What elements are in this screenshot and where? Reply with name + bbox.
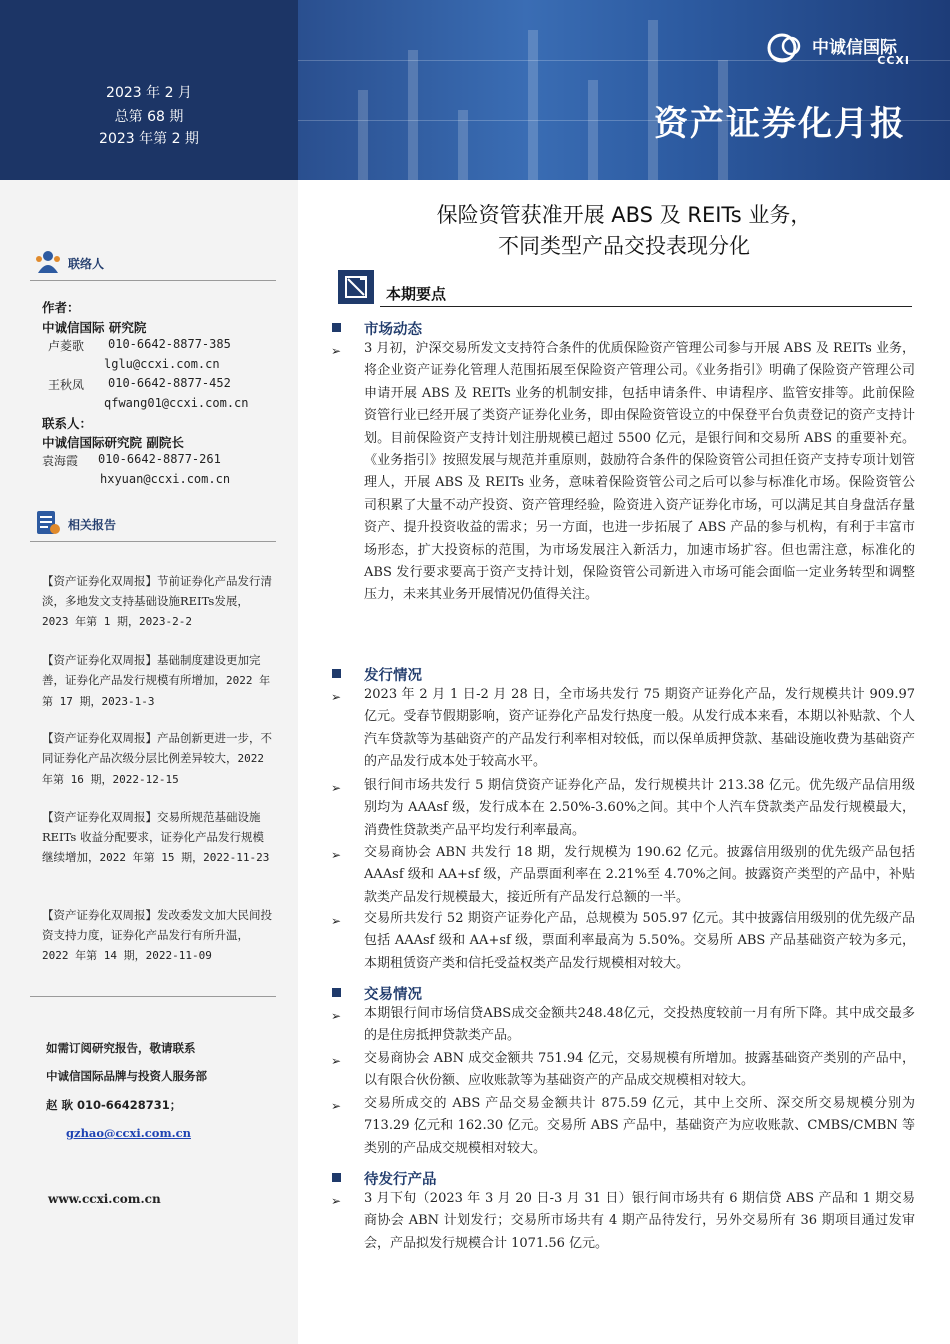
divider bbox=[30, 541, 276, 542]
related-report-meta: 2022 年第 15 期，2022-11-23 bbox=[99, 851, 270, 864]
arrow-bullet-icon: ➢ bbox=[331, 1099, 342, 1113]
key-points-rule bbox=[380, 306, 912, 307]
contact-heading-label: 联络人 bbox=[68, 257, 105, 271]
report-icon bbox=[34, 510, 62, 536]
related-report-title: 【资产证券化双周报】发改委发文加大民间投资支持力度，证券化产品发行有所升温， bbox=[42, 908, 272, 942]
related-report-title: 【资产证券化双周报】节前证券化产品发行清淡，多地发文支持基础设施REITs发展， bbox=[42, 574, 272, 608]
paragraph: 3 月初，沪深交易所发文支持符合条件的优质保险资产管理公司参与开展 ABS 及 REITs 业务，将企业资产证券化管理人范围拓展至保险资产管理公司。《业务指引》明确了保险资产管理公司申请开展 ABS 及 REITs 业务的机制安排，包括申请条件、申请程序、监管安排等。此前保险资管行业已经开展了类资产证券化业务，即由保险资管设立的中保登平台负责登记的资产支持计划。目前保险资产支持计划注册规模已超过 5500 亿元，是银行间和交易所 ABS 的重要补充。《业务指引》按照发展与规范并重原则，鼓励符合条件的保险资管公司担任资产支持专项计划管理人，开展 ABS 及 REITs 业务，意味着保险资管公司之后可以参与标准化市场。保险资管公司积累了大量不动产投资、资产管理经验，险资进入资产证券化市场，可以满足其自身盘活存量资产、提升投资收益的需求；另一方面，也进一步拓展了 ABS 产品的参与机构，有利于丰富市场形态，扩大投资标的范围，为市场发展注入新活力，加速市场扩容。但也需注意，标准化的 ABS 发行要求要高于资产支持计划，保险资管公司新进入市场可能会面临一定业务转型和调整压力，未来其业务开展情况仍值得关注。 bbox=[364, 341, 915, 603]
arrow-bullet-icon: ➢ bbox=[331, 848, 342, 862]
subscribe-line: 如需订阅研究报告，敬请联系 bbox=[46, 1041, 196, 1055]
contacts-label: 联系人： bbox=[42, 416, 93, 431]
issue-year-number: 2023 年第 2 期 bbox=[99, 131, 199, 147]
arrow-bullet-icon: ➢ bbox=[331, 1009, 342, 1023]
page-title-line2: 不同类型产品交投表现分化 bbox=[498, 234, 750, 258]
issue-total-number: 总第 68 期 bbox=[114, 109, 184, 125]
author2-phone: 010-6642-8877-452 bbox=[108, 376, 231, 390]
related-report-title: 【资产证券化双周报】产品创新更进一步，不同证券化产品次级分层比例差异较大， bbox=[42, 731, 272, 765]
section-heading: 市场动态 bbox=[364, 322, 422, 338]
author2-name: 王秋凤 bbox=[48, 378, 85, 392]
website-link[interactable]: www.ccxi.com.cn bbox=[48, 1192, 161, 1206]
ccxi-logo bbox=[766, 30, 910, 70]
related-report-item[interactable] bbox=[42, 905, 272, 966]
section-heading: 发行情况 bbox=[364, 668, 422, 684]
issue-date: 2023 年 2 月 bbox=[106, 85, 192, 101]
report-header bbox=[0, 0, 950, 180]
contact1-name: 袁海霞 bbox=[42, 454, 79, 468]
arrow-bullet-icon: ➢ bbox=[331, 344, 342, 358]
paragraph: 银行间市场共发行 5 期信贷资产证券化产品，发行规模共计 213.38 亿元。优先级产品信用级别均为 AAAsf 级，发行成本在 2.50%-3.60%之间。其中个人汽车贷款类产品发行规模最大，消费性贷款类产品平均发行利率最高。 bbox=[364, 778, 915, 838]
subscribe-department: 中诚信国际品牌与投资人服务部 bbox=[46, 1069, 207, 1083]
author2-email: qfwang01@ccxi.com.cn bbox=[104, 396, 249, 410]
related-report-item[interactable] bbox=[42, 571, 272, 632]
people-icon bbox=[34, 249, 62, 275]
arrow-bullet-icon: ➢ bbox=[331, 781, 342, 795]
report-title: 资产证券化月报 bbox=[654, 104, 906, 144]
paragraph: 3 月下旬（2023 年 3 月 20 日-3 月 31 日）银行间市场共有 6 期信贷 ABS 产品和 1 期交易商协会 ABN 计划发行；交易所市场共有 4 期产品待发行，另外交易所有 36 期项目通过发审会，产品拟发行规模合计 1071.56 亿元。 bbox=[364, 1191, 915, 1251]
contact1-email: hxyuan@ccxi.com.cn bbox=[100, 472, 231, 486]
paragraph: 本期银行间市场信贷ABS成交金额共248.48亿元，交投热度较前一月有所下降。其中成交最多的是住房抵押贷款类产品。 bbox=[364, 1006, 915, 1044]
ccxi-logo-icon bbox=[766, 32, 806, 64]
related-heading-label: 相关报告 bbox=[68, 518, 117, 532]
related-heading bbox=[32, 508, 276, 538]
paragraph: 交易所成交的 ABS 产品交易金额共计 875.59 亿元，其中上交所、深交所交易规模分别为 713.29 亿元和 162.30 亿元。交易所 ABS 产品中，基础资产为应收账款、CMBS/CMBN 等类别的产品成交规模相对较大。 bbox=[364, 1096, 915, 1156]
page-title-line1: 保险资管获准开展 ABS 及 REITs 业务， bbox=[436, 203, 812, 227]
related-report-meta: 2022 年第 16 期，2022-12-15 bbox=[42, 752, 264, 786]
section-marker-icon bbox=[332, 669, 341, 678]
paragraph: 交易所共发行 52 期资产证券化产品，总规模为 505.97 亿元。其中披露信用级别的优先级产品包括 AAAsf 级和 AA+sf 级，票面利率最高为 5.50%。交易所 ABS 产品基础资产较为多元，本期租赁资产类和信托受益权类产品发行规模相对较大。 bbox=[364, 911, 915, 971]
contact1-phone: 010-6642-8877-261 bbox=[98, 452, 221, 466]
related-report-title: 【资产证券化双周报】基础制度建设更加完善，证券化产品发行规模有所增加， bbox=[42, 653, 261, 687]
paragraph: 交易商协会 ABN 共发行 18 期，发行规模为 190.62 亿元。披露信用级别的优先级产品包括 AAAsf 级和 AA+sf 级，产品票面利率在 2.21%至 4.70%之间。披露资产类型的产品中，补贴款类产品发行规模最大，接近所有产品发行总额的一半。 bbox=[364, 845, 915, 905]
divider bbox=[30, 996, 276, 997]
contacts-org: 中诚信国际研究院 副院长 bbox=[42, 435, 184, 450]
subscribe-email-link[interactable]: gzhao@ccxi.com.cn bbox=[66, 1126, 191, 1140]
key-points-icon bbox=[338, 270, 374, 304]
subscribe-contact: 赵 耿 010-66428731； bbox=[46, 1098, 182, 1112]
related-report-item[interactable] bbox=[42, 650, 272, 712]
section-heading: 待发行产品 bbox=[364, 1172, 437, 1188]
related-report-meta: 2022 年第 17 期，2023-1-3 bbox=[42, 674, 271, 708]
arrow-bullet-icon: ➢ bbox=[331, 690, 342, 704]
divider bbox=[30, 280, 276, 281]
section-marker-icon bbox=[332, 1173, 341, 1182]
contact-heading bbox=[32, 247, 276, 277]
arrow-bullet-icon: ➢ bbox=[331, 1194, 342, 1208]
authors-label: 作者： bbox=[42, 300, 80, 315]
paragraph: 交易商协会 ABN 成交金额共 751.94 亿元，交易规模有所增加。披露基础资产类别的产品中，以有限合伙份额、应收账款等为基础资产的产品成交规模相对较大。 bbox=[364, 1051, 915, 1089]
author1-phone: 010-6642-8877-385 bbox=[108, 337, 231, 351]
arrow-bullet-icon: ➢ bbox=[331, 914, 342, 928]
section-marker-icon bbox=[332, 323, 341, 332]
related-report-meta: 2022 年第 14 期，2022-11-09 bbox=[42, 949, 212, 962]
authors-org: 中诚信国际 研究院 bbox=[42, 320, 147, 335]
section-heading: 交易情况 bbox=[364, 987, 422, 1003]
author1-email: lglu@ccxi.com.cn bbox=[104, 357, 220, 371]
related-report-title: 【资产证券化双周报】交易所规范基础设施 REITs 收益分配要求，证券化产品发行规模继续增加， bbox=[42, 810, 264, 864]
related-report-item[interactable] bbox=[42, 807, 272, 868]
logo-chinese-name: 中诚信国际 bbox=[812, 38, 897, 58]
section-marker-icon bbox=[332, 988, 341, 997]
header-banner-image bbox=[298, 0, 950, 180]
arrow-bullet-icon: ➢ bbox=[331, 1054, 342, 1068]
paragraph: 2023 年 2 月 1 日-2 月 28 日，全市场共发行 75 期资产证券化产品，发行规模共计 909.97 亿元。受春节假期影响，资产证券化产品发行热度一般。从发行成本来看，本期以补贴款、个人汽车贷款等为基础资产的产品发行利率相对较低，而以保单质押贷款、基础设施收费为基础资产的产品发行成本处于较高水平。 bbox=[364, 687, 915, 770]
key-points-label: 本期要点 bbox=[386, 285, 447, 303]
author1-name: 卢菱歌 bbox=[48, 339, 85, 353]
related-report-item[interactable] bbox=[42, 728, 272, 790]
logo-english-name: CCXI bbox=[877, 54, 910, 67]
related-report-meta: 2023 年第 1 期，2023-2-2 bbox=[42, 615, 192, 628]
